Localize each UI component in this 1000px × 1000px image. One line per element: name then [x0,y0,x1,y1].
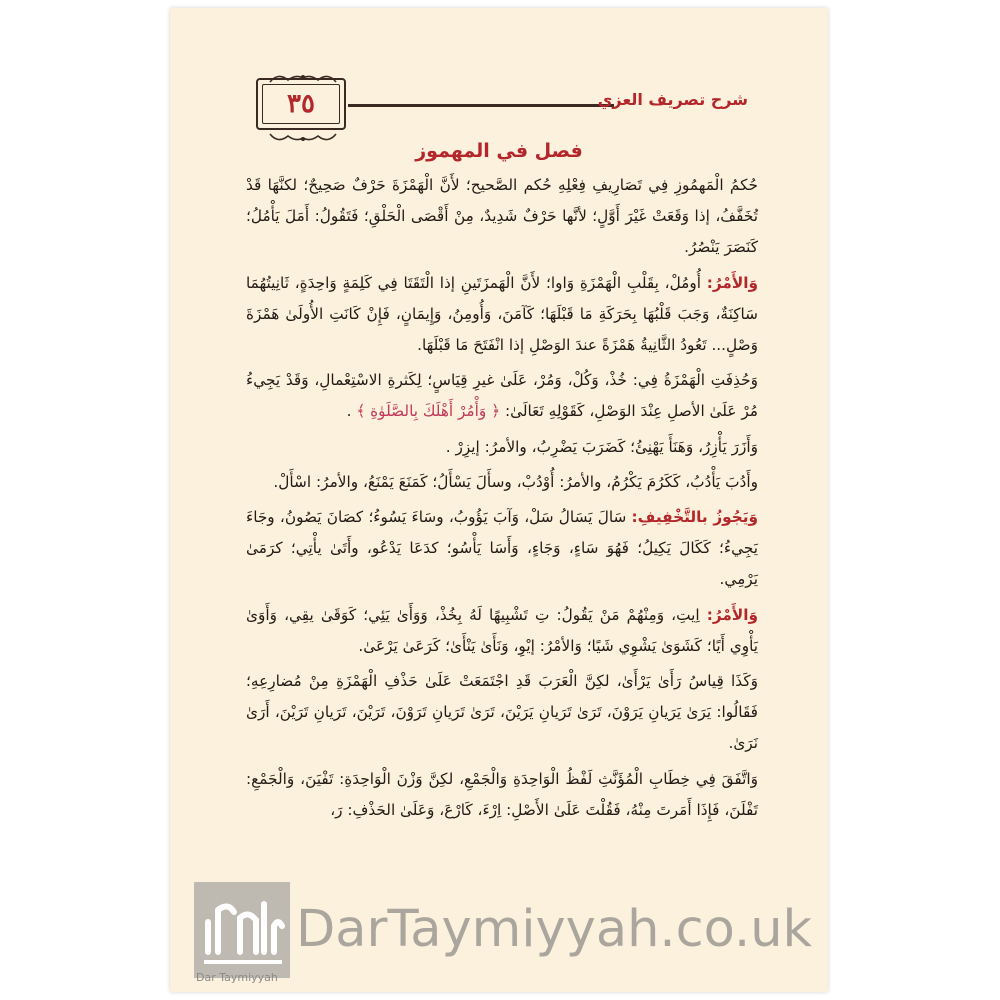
page-number: ٣٥ [287,89,315,119]
paragraph-label: وَيَجُوزُ بالتَّخْفِيفِ: [631,508,758,527]
quran-quote: ﴿ وَأْمُرْ أَهْلَكَ بِالصَّلَوٰةِ ﴾ [356,402,501,421]
paragraph-label: وَالأَمْرُ: [706,273,758,292]
page-header [256,74,748,136]
body-text [246,170,758,830]
paragraph-label: وَحُذِفَتِ الْهَمْزَةُ فِي: [632,371,758,390]
paragraph [246,268,758,362]
book-page [170,8,828,992]
paragraph: حُكمُ الْمَهمُوزِ فِي تَصَارِيفِ فِعْلِهِ حُكم الصَّحيح؛ لأَنَّ الْهَمْزَةَ حَرْفٌ صَحِيحٌ؛ لكنَّهَا قَدْ تُخَفَّفُ، إذا وَقَعَتْ غَيْرَ أَوَّلٍ؛ لأنَّها حَرْفٌ شَدِيدٌ، مِنْ أَقْصَى الْحَلْقِ؛ فَتَقُولُ: أَمَلَ يَأْمُلُ؛ كَنَصَرَ يَنْصُرُ. [246,176,758,257]
dar-taymiyyah-logo-icon [194,882,290,978]
paragraph-text: سَالَ يَسَالُ سَلْ، وَآبَ يَؤُوبُ، وسَاءَ يَسُوءُ؛ كصَانَ يَصُونُ، وجَاءَ يَجِيءُ؛ كَكَالَ يَكِيلُ؛ فَهُوَ سَاءٍ، وَجَاءٍ، وَأَسَا يَأْسُو؛ كدَعَا يَدْعُو، وأَتَىٰ يأْتِي؛ كرَمَىٰ يَرْمِي. [246,508,758,589]
header-divider [348,104,614,107]
paragraph: وَأَزَرَ يَأْزِرُ، وَهَنَأَ يَهْنِئُ؛ كَضَرَبَ يَضْرِبُ، والأمرُ: إيزِرْ . [445,437,758,456]
paragraph [246,600,758,662]
paragraph: وأَدُبَ يَأْدُبُ، كَكَرُمَ يَكْرُمُ، والأمرُ: أُوْدُبْ، وسأَلَ يَسْأَلُ؛ كَمَنَعَ يَمْنَعُ، والأمرُ: اسْأَلْ. [273,472,758,491]
paragraph-label: وَالأَمْرُ: [706,605,758,624]
page-number-frame [256,78,346,130]
section-heading: فصل في المهموز [415,140,583,162]
paragraph-text: خُذْ، وَكُلْ، وَمُرْ، عَلَىٰ غيرِ قِيَاسٍ؛ لِكَثرةِ الاسْتِعْمالِ، وَقَدْ يَجِيءُ مُرْ عَلَىٰ الأصلِ عِنْدَ الوَصْلِ، كَقَوْلِهِ تَعَالَىٰ: [246,371,758,421]
paragraph-text: . [346,402,357,421]
paragraph [246,365,758,427]
paragraph-text: اِيتِ، وَمِنْهُمْ مَنْ يَقُولُ: تِ تَشْبِيهًا لَهُ بِخُذْ، وَوَأَىٰ يَئِي؛ كَوَقَىٰ يقِي، وَأَوَىٰ يَأْوِي أَيًا؛ كَشَوَىٰ يَشْوِي شَيًا؛ وَالأمْرُ: إيْوِ، وَنَأَىٰ يَنْأَىٰ؛ كَرَعَىٰ يَرْعَىٰ. [246,605,758,655]
paragraph [246,502,758,596]
running-title: شرح تصريف العزي [597,90,748,109]
paragraph: وَاتَّفَقَ فِي خِطَابِ الْمُؤَنَّثِ لَفْظُ الْوَاحِدَةِ وَالْجَمْعِ، لكِنَّ وَزْنَ الْوَاحِدَةِ: تَفْيَنَ، وَالْجَمْعِ: تَفْلَنَ، فَإِذَا أَمَرتَ مِنْهُ، فَقُلْتَ عَلَىٰ الأَصْلِ: اِرْءَ، كَارْعَ، وَعَلَىٰ الحَذْفِ: رَ، [246,769,758,819]
watermark: DarTaymiyyah.co.uk [296,900,813,959]
logo-caption: Dar Taymiyyah [196,971,278,984]
paragraph: وَكَذَا قِياسُ رَأَىٰ يَرْأَىٰ، لكِنَّ الْعَرَبَ قَدِ اجْتَمَعَتْ عَلَىٰ حَذْفِ الْهَمْزَةِ مِنْ مُضارِعِهِ؛ فَقَالُوا: يَرَىٰ يَرَيانِ يَرَوْنَ، تَرَىٰ تَرَيانِ يَرَيْنَ، تَرَىٰ تَرَيانِ تَرَوْنَ، تَرَيْنَ، تَرَيانِ تَرَيْنَ، أَرَىٰ نَرَىٰ. [246,672,758,753]
paragraph-text: أُومُلْ، بِقَلْبِ الْهَمْزَةِ وَاوا؛ لأَنَّ الْهَمزَتَينِ إذا الْتَقَتَا فِي كَلِمَةٍ وَاحِدَةٍ، ثَانِيتُهُمَا سَاكِنَةٌ، وَجَبَ قَلْبُهَا بِحَرَكَةِ مَا قَبْلَهَا؛ كَآمَنَ، وَأُومِنُ، وَإِيمَانٍ، فَإِنْ كَانَتِ الأُولَىٰ هَمْزَةَ وَصْلٍ... تَعُودُ الثَّانِيةُ هَمْزَةً عندَ الوَصْلِ إذا انْفَتَحَ مَا قَبْلَهَا. [246,273,758,355]
